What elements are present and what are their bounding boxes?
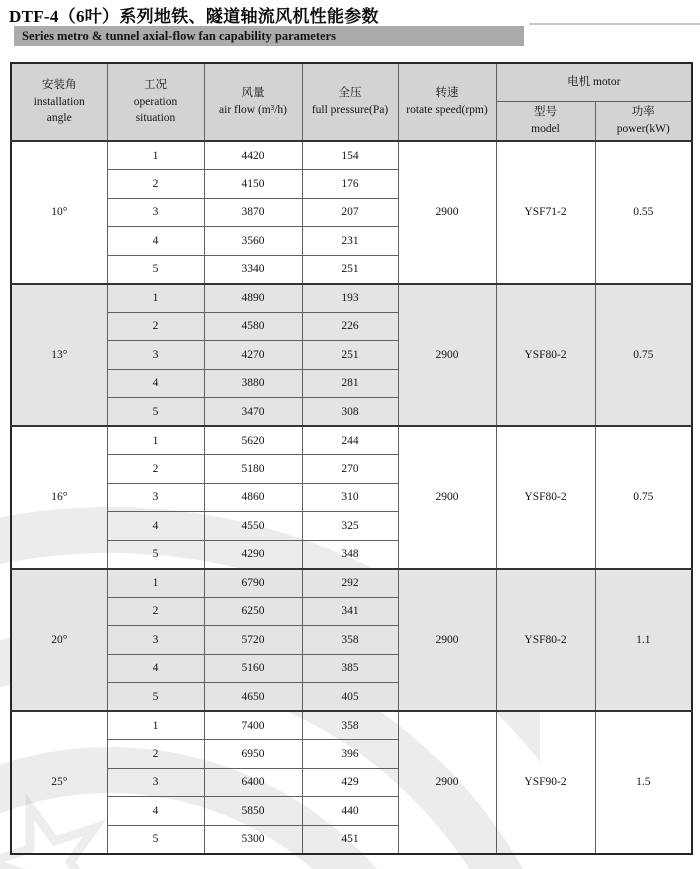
table-row	[11, 711, 692, 740]
model-cell: YSF80-2	[496, 426, 595, 569]
situation-cell: 2	[107, 597, 204, 626]
airflow-cell: 4290	[204, 540, 302, 569]
header-motor-label: 电机 motor	[567, 76, 621, 89]
airflow-cell: 4890	[204, 284, 302, 313]
airflow-cell: 5300	[204, 825, 302, 854]
situation-cell: 5	[107, 540, 204, 569]
situation-cell: 5	[107, 683, 204, 712]
situation-cell: 1	[107, 426, 204, 455]
page-subtitle: Series metro & tunnel axial-flow fan capability parameters	[22, 29, 336, 43]
table-header	[11, 63, 692, 141]
angle-cell: 20°	[11, 569, 107, 712]
situation-cell: 3	[107, 341, 204, 370]
speed-cell: 2900	[398, 284, 496, 427]
pressure-cell: 341	[302, 597, 398, 626]
header-power-en: power(kW)	[616, 123, 670, 135]
situation-cell: 2	[107, 455, 204, 484]
speed-cell: 2900	[398, 426, 496, 569]
situation-cell: 1	[107, 141, 204, 170]
header-pressure-en: full pressure(Pa)	[311, 104, 389, 116]
pressure-cell: 440	[302, 797, 398, 826]
header-operation-situation	[107, 63, 204, 141]
situation-cell: 2	[107, 170, 204, 199]
situation-cell: 3	[107, 626, 204, 655]
model-cell: YSF71-2	[496, 141, 595, 284]
situation-cell: 4	[107, 797, 204, 826]
pressure-cell: 429	[302, 768, 398, 797]
airflow-cell: 3560	[204, 227, 302, 256]
airflow-cell: 5720	[204, 626, 302, 655]
model-cell: YSF80-2	[496, 569, 595, 712]
top-rule-line	[529, 23, 700, 25]
power-cell: 1.1	[595, 569, 692, 712]
header-model-cn: 型号	[534, 106, 557, 119]
pressure-cell: 385	[302, 654, 398, 683]
header-full-pressure	[302, 63, 398, 141]
airflow-cell: 5160	[204, 654, 302, 683]
airflow-cell: 6400	[204, 768, 302, 797]
airflow-cell: 5620	[204, 426, 302, 455]
airflow-cell: 4550	[204, 512, 302, 541]
speed-cell: 2900	[398, 141, 496, 284]
fan-parameters-table	[10, 62, 693, 855]
pressure-cell: 405	[302, 683, 398, 712]
table-row	[11, 426, 692, 455]
airflow-cell: 3340	[204, 255, 302, 284]
situation-cell: 1	[107, 711, 204, 740]
header-motor-power	[595, 102, 692, 142]
pressure-cell: 348	[302, 540, 398, 569]
airflow-cell: 4150	[204, 170, 302, 199]
pressure-cell: 308	[302, 398, 398, 427]
pressure-cell: 207	[302, 198, 398, 227]
situation-cell: 5	[107, 255, 204, 284]
situation-cell: 5	[107, 825, 204, 854]
pressure-cell: 396	[302, 740, 398, 769]
airflow-cell: 5180	[204, 455, 302, 484]
situation-cell: 2	[107, 312, 204, 341]
header-model-en: model	[531, 123, 560, 135]
header-rotate-speed	[398, 63, 496, 141]
page-title: DTF-4（6叶）系列地铁、隧道轴流风机性能参数	[9, 7, 379, 26]
header-motor-model	[496, 102, 595, 142]
header-motor	[496, 63, 692, 102]
situation-cell: 3	[107, 768, 204, 797]
angle-cell: 13°	[11, 284, 107, 427]
header-angle-en2: angle	[46, 112, 72, 125]
model-cell: YSF80-2	[496, 284, 595, 427]
airflow-cell: 6950	[204, 740, 302, 769]
pressure-cell: 193	[302, 284, 398, 313]
pressure-cell: 154	[302, 141, 398, 170]
airflow-cell: 3470	[204, 398, 302, 427]
situation-cell: 3	[107, 198, 204, 227]
header-airflow-cn: 风量	[241, 87, 265, 100]
situation-cell: 3	[107, 483, 204, 512]
airflow-cell: 3870	[204, 198, 302, 227]
pressure-cell: 251	[302, 341, 398, 370]
power-cell: 0.75	[595, 284, 692, 427]
model-cell: YSF90-2	[496, 711, 595, 854]
pressure-cell: 310	[302, 483, 398, 512]
header-airflow-en: air flow (m³/h)	[219, 104, 287, 116]
header-air-flow	[204, 63, 302, 141]
situation-cell: 4	[107, 227, 204, 256]
situation-cell: 2	[107, 740, 204, 769]
speed-cell: 2900	[398, 711, 496, 854]
airflow-cell: 4580	[204, 312, 302, 341]
header-power-cn: 功率	[631, 106, 655, 119]
table-row	[11, 284, 692, 313]
angle-cell: 16°	[11, 426, 107, 569]
power-cell: 0.55	[595, 141, 692, 284]
situation-cell: 4	[107, 654, 204, 683]
airflow-cell: 4420	[204, 141, 302, 170]
pressure-cell: 358	[302, 711, 398, 740]
pressure-cell: 358	[302, 626, 398, 655]
header-angle-cn: 安装角	[42, 78, 77, 91]
airflow-cell: 3880	[204, 369, 302, 398]
situation-cell: 1	[107, 284, 204, 313]
header-angle-en1: installation	[33, 95, 85, 108]
airflow-cell: 6250	[204, 597, 302, 626]
subtitle-bar	[14, 26, 524, 46]
header-situation-en2: situation	[135, 112, 176, 125]
pressure-cell: 451	[302, 825, 398, 854]
pressure-cell: 292	[302, 569, 398, 598]
pressure-cell: 270	[302, 455, 398, 484]
angle-cell: 25°	[11, 711, 107, 854]
airflow-cell: 6790	[204, 569, 302, 598]
power-cell: 0.75	[595, 426, 692, 569]
header-situation-en1: operation	[133, 95, 178, 108]
situation-cell: 4	[107, 512, 204, 541]
speed-cell: 2900	[398, 569, 496, 712]
situation-cell: 4	[107, 369, 204, 398]
header-pressure-cn: 全压	[338, 87, 362, 100]
situation-cell: 5	[107, 398, 204, 427]
pressure-cell: 281	[302, 369, 398, 398]
airflow-cell: 4650	[204, 683, 302, 712]
pressure-cell: 325	[302, 512, 398, 541]
airflow-cell: 4860	[204, 483, 302, 512]
angle-cell: 10°	[11, 141, 107, 284]
pressure-cell: 176	[302, 170, 398, 199]
pressure-cell: 226	[302, 312, 398, 341]
situation-cell: 1	[107, 569, 204, 598]
pressure-cell: 244	[302, 426, 398, 455]
header-installation-angle	[11, 63, 107, 141]
airflow-cell: 5850	[204, 797, 302, 826]
header-speed-en: rotate speed(rpm)	[406, 104, 488, 116]
pressure-cell: 231	[302, 227, 398, 256]
airflow-cell: 4270	[204, 341, 302, 370]
header-situation-cn: 工况	[144, 78, 167, 91]
power-cell: 1.5	[595, 711, 692, 854]
table-body	[11, 141, 692, 854]
airflow-cell: 7400	[204, 711, 302, 740]
table-row	[11, 569, 692, 598]
table-row	[11, 141, 692, 170]
pressure-cell: 251	[302, 255, 398, 284]
header-speed-cn: 转速	[435, 87, 459, 100]
